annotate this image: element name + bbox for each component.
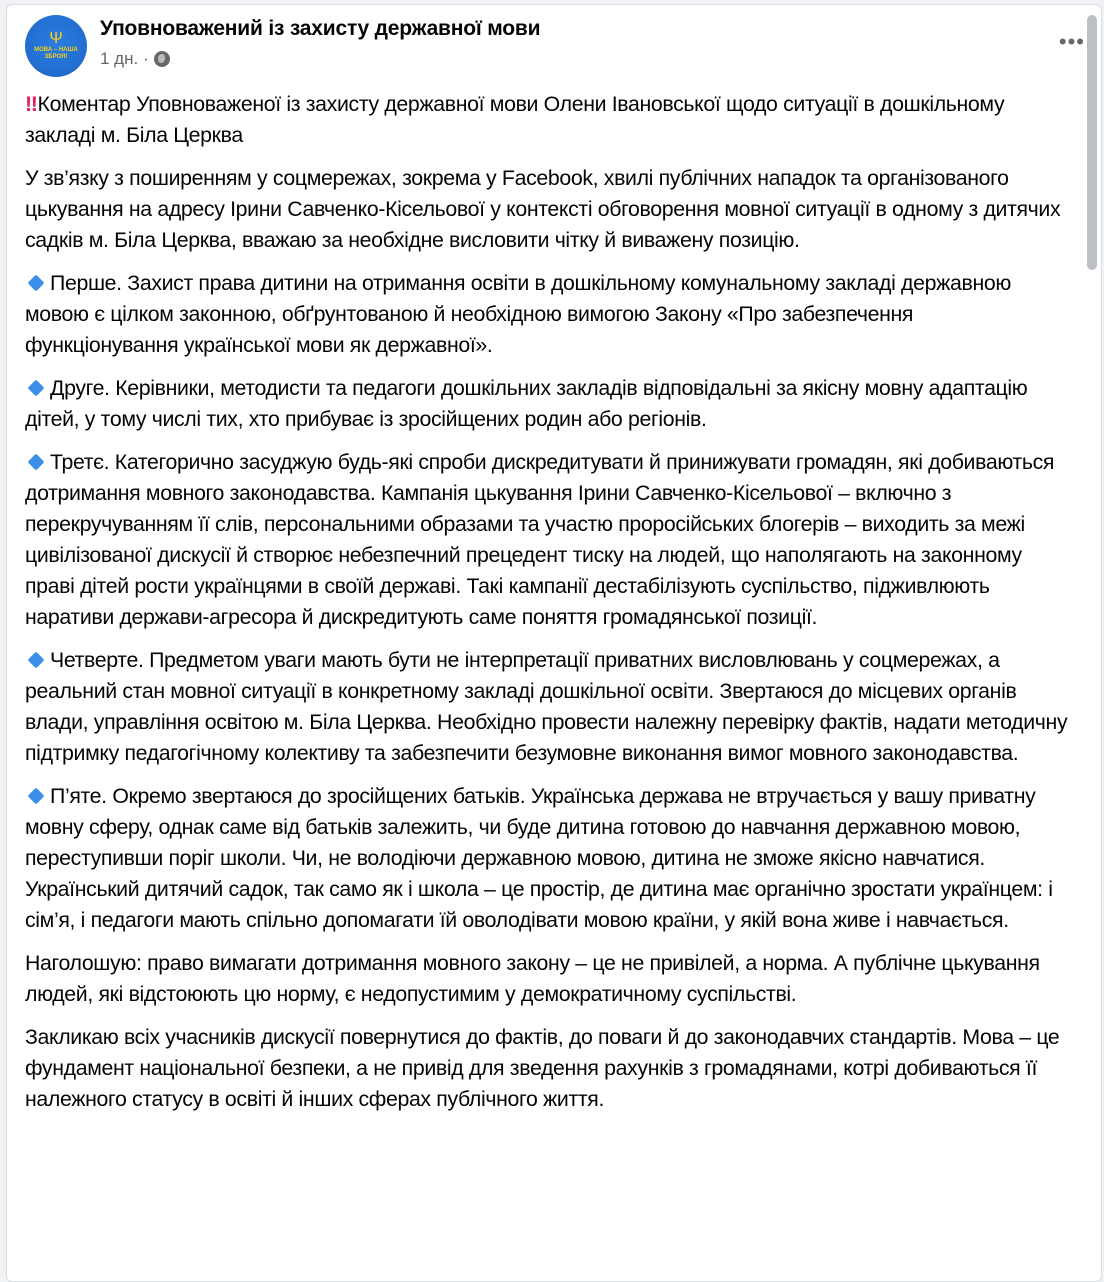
paragraph-text: Перше. Захист права дитини на отримання освіти в дошкільному комунальному закладі державною мовою є цілком законною, обґрунтованою й необхідною вимогою Закону «Про забезпечення функціонування української мови як державної». (25, 271, 1011, 357)
blue-diamond-icon (28, 380, 45, 397)
page-avatar[interactable] (25, 15, 87, 77)
post-paragraph (25, 373, 1070, 435)
paragraph-text: Четверте. Предметом уваги мають бути не інтерпретації приватних висловлювань у соцмережах, а реальний стан мовної ситуації в конкретному закладі дошкільної освіти. Звертаюся до місцевих органів влади, управління освітою м. Біла Церква. Необхідно провести належну перевірку фактів, надати методичну підтримку педагогічному колективу та забезпечити безумовне виконання вимог мовного законодавства. (25, 648, 1068, 765)
post-paragraph (25, 781, 1070, 936)
paragraph-text: Закликаю всіх учасників дискусії повернутися до фактів, до поваги й до законодавчих стандартів. Мова – це фундамент національної безпеки, а не привід для зведення рахунків з громадянами, котрі добиваються її належного статусу в освіті й інших сферах публічного життя. (25, 1025, 1060, 1111)
paragraph-text: У зв’язку з поширенням у соцмережах, зокрема у Facebook, хвилі публічних нападок та організованого цькування на адресу Ірини Савченко-Кісельової у контексті обговорення мовної ситуації в одному з дитячих садків м. Біла Церква, вважаю за необхідне висловити чітку й виважену позицію. (25, 166, 1061, 252)
post-card (6, 4, 1102, 1282)
blue-diamond-icon (28, 275, 45, 292)
trident-icon: Ψ (49, 30, 63, 47)
meta-separator: · (143, 49, 149, 68)
blue-diamond-icon (28, 788, 45, 805)
paragraph-text: Коментар Уповноваженої із захисту державної мови Олени Івановської щодо ситуації в дошкільному закладі м. Біла Церква (25, 92, 1005, 147)
paragraph-text: П’яте. Окремо звертаюся до зросійщених батьків. Українська держава не втручається у вашу приватну мовну сферу, однак саме від батьків залежить, чи буде дитина готовою до навчання державною мовою, переступивши поріг школи. Чи, не володіючи державною мовою, дитина не зможе якісно навчатися. Український дитячий садок, так само як і школа – це простір, де дитина має органічно зростати українцем: і сім’я, і педагоги мають спільно допомагати їй оволодівати мовою країни, у якій вона живе і навчається. (25, 784, 1053, 932)
avatar-logo-text: МОВА – НАША ЗБРОЯ! (34, 47, 78, 60)
globe-icon[interactable] (154, 51, 170, 67)
paragraph-text: Наголошую: право вимагати дотримання мовного закону – це не привілей, а норма. А публічне цькування людей, які відстоюють цю норму, є недопустимим у демократичному суспільстві. (25, 951, 1040, 1006)
paragraph-text: Друге. Керівники, методисти та педагоги дошкільних закладів відповідальні за якісну мовну адаптацію дітей, у тому числі тих, хто прибуває із зросійщених родин або регіонів. (25, 376, 1028, 431)
post-meta (100, 49, 170, 69)
double-exclamation-icon: ‼ (25, 92, 38, 116)
post-paragraph (25, 163, 1070, 256)
more-options-button[interactable]: ••• (1058, 29, 1085, 54)
post-timestamp[interactable]: 1 дн. (100, 49, 139, 68)
post-header (25, 15, 1085, 85)
post-body (25, 89, 1070, 1127)
page-name-link[interactable]: Уповноважений із захисту державної мови (100, 17, 541, 40)
post-paragraph (25, 1022, 1070, 1115)
post-paragraph (25, 447, 1070, 633)
post-paragraph (25, 645, 1070, 769)
post-paragraph (25, 948, 1070, 1010)
post-paragraph (25, 268, 1070, 361)
blue-diamond-icon (28, 652, 45, 669)
paragraph-text: Третє. Категорично засуджую будь-які спроби дискредитувати й принижувати громадян, які добиваються дотримання мовного законодавства. Кампанія цькування Ірини Савченко-Кісельової – включно з перекручуванням її слів, персональними образами та участю проросійських блогерів – виходить за межі цивілізованої дискусії й створює небезпечний прецедент тиску на людей, що наполягають на законному праві дітей рости українцями в своїй державі. Такі кампанії дестабілізують суспільство, підживлюють наративи держави-агресора й дискредитують саме поняття громадянської позиції. (25, 450, 1055, 629)
post-paragraph (25, 89, 1070, 151)
scrollbar-thumb[interactable] (1087, 15, 1097, 270)
blue-diamond-icon (28, 454, 45, 471)
